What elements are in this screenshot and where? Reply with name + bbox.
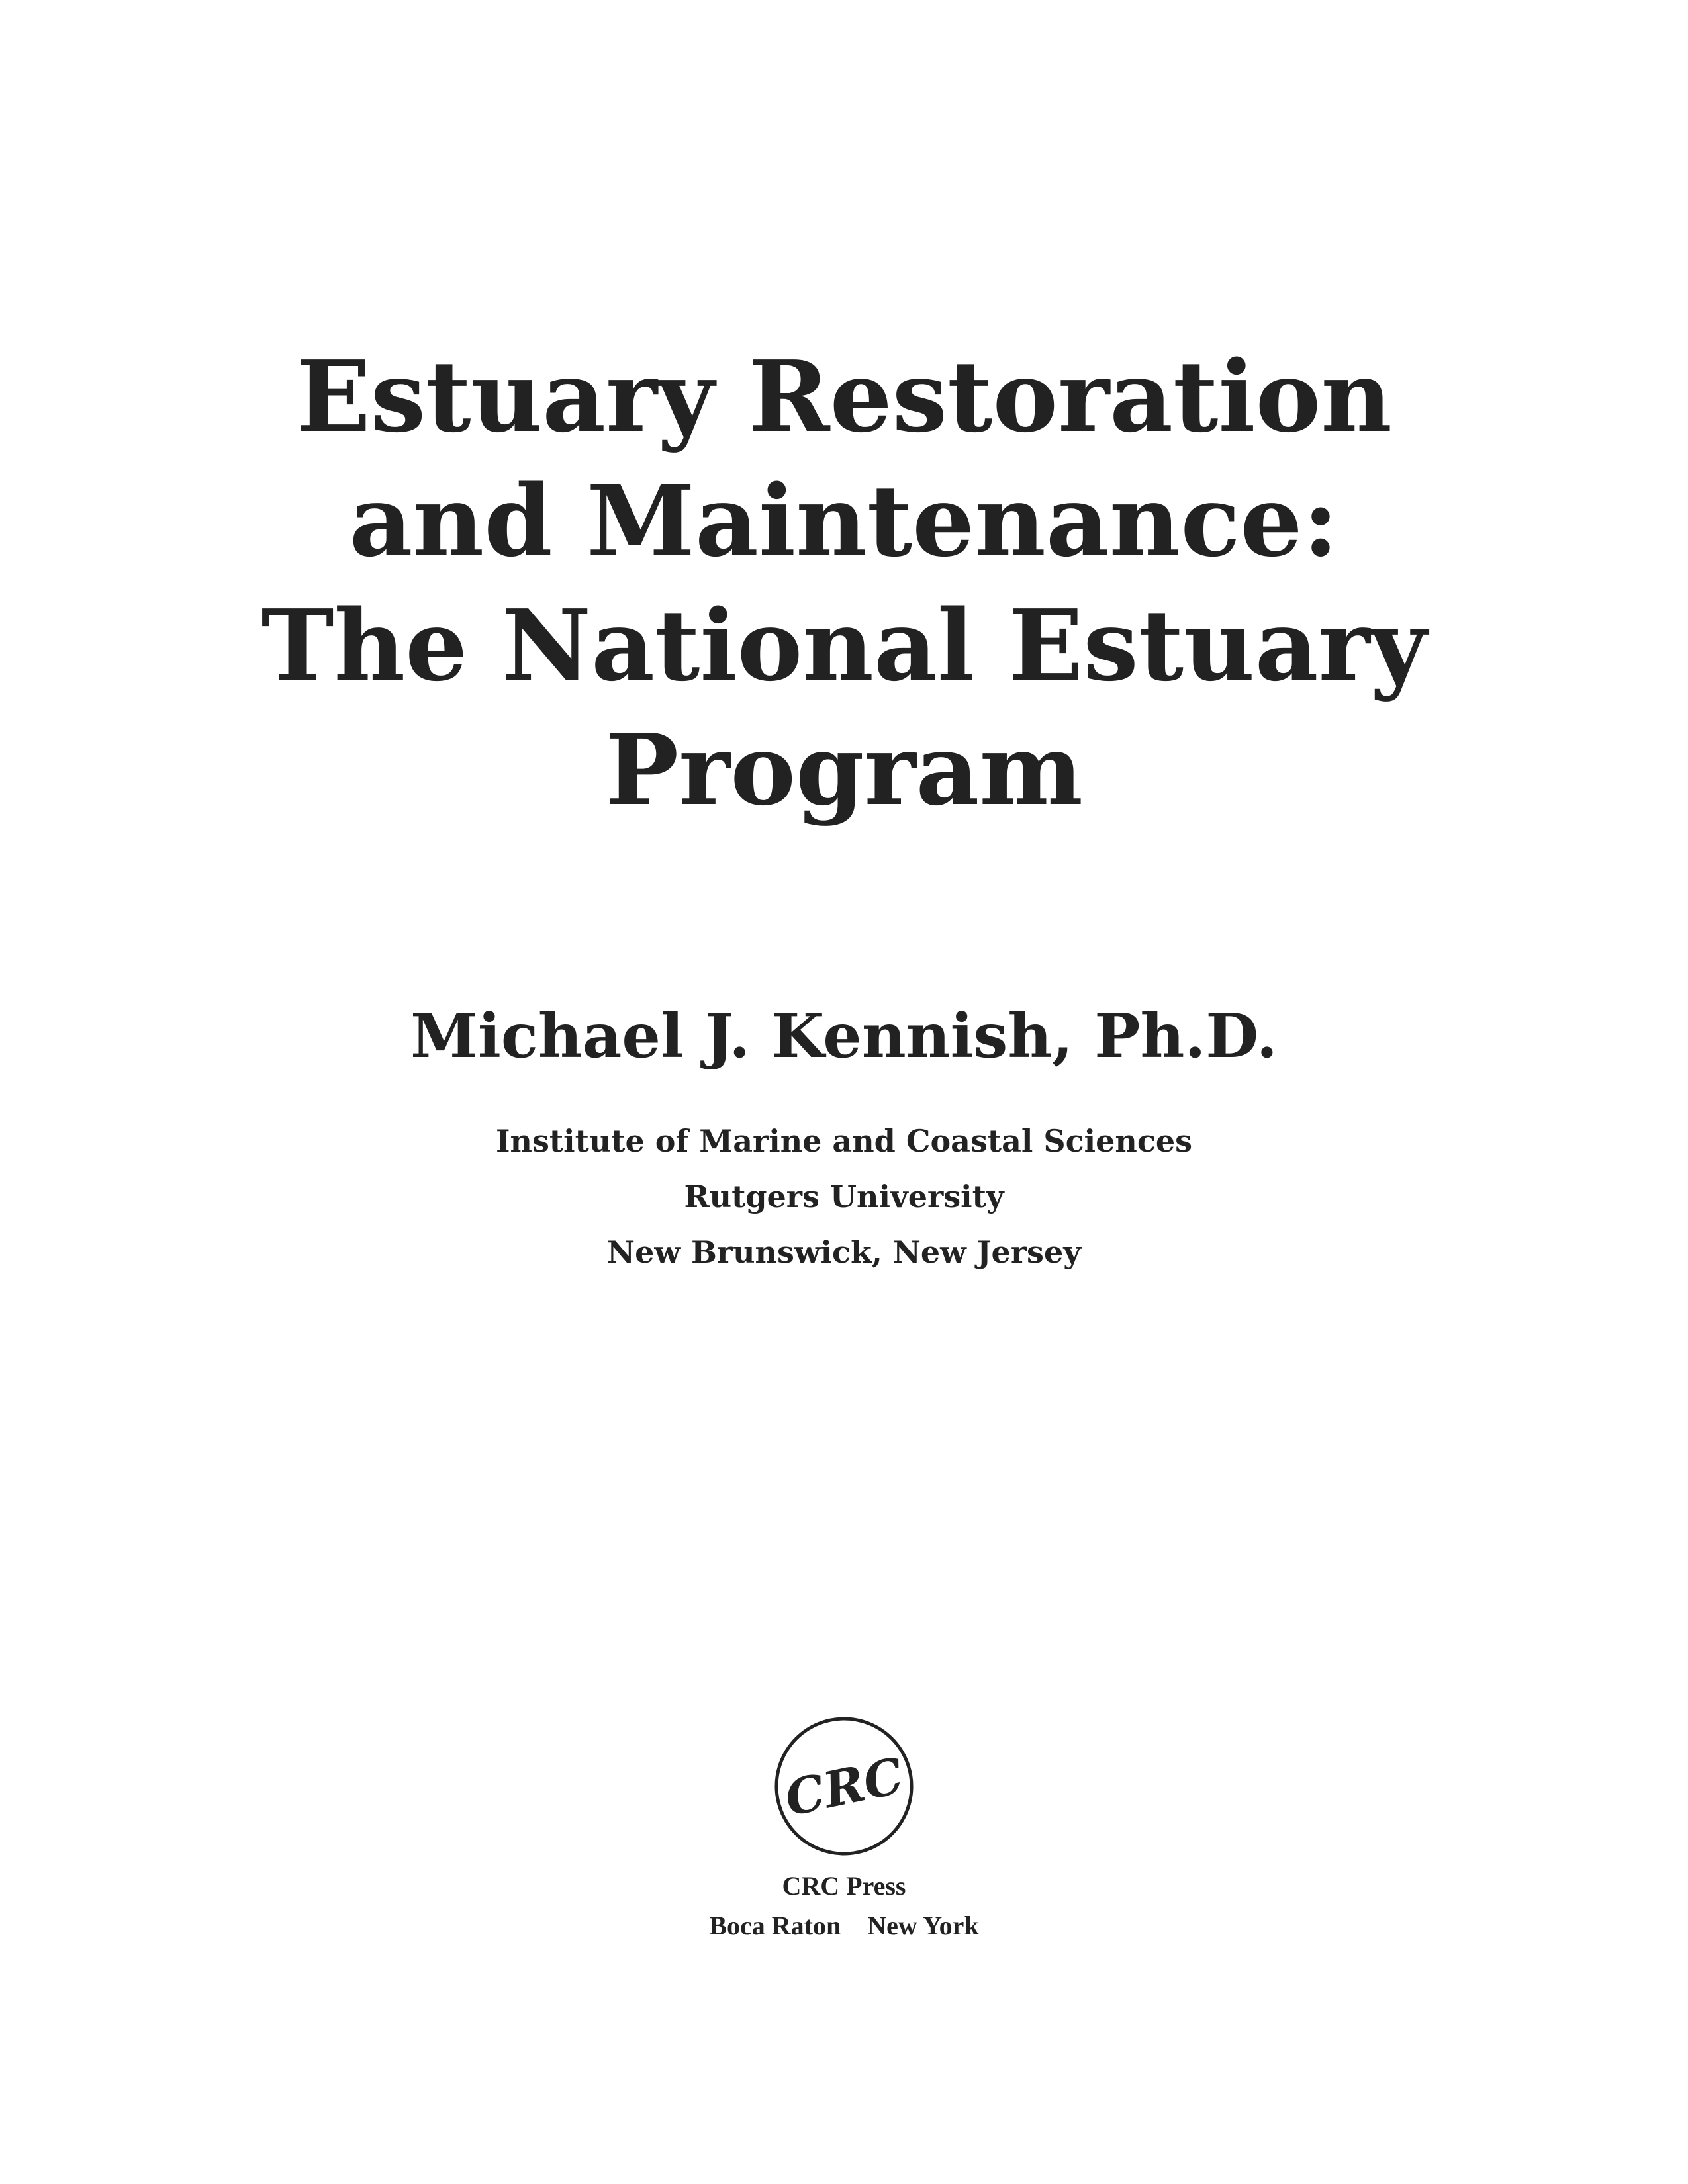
author-affiliation bbox=[0, 1113, 1688, 1280]
crc-logo bbox=[773, 1715, 915, 1857]
book-title-line-2: and Maintenance: bbox=[349, 463, 1339, 578]
publisher-cities bbox=[0, 1906, 1688, 1946]
book-title-line-3: The National Estuary bbox=[261, 588, 1427, 703]
book-title bbox=[0, 334, 1688, 832]
publisher-name: CRC Press bbox=[782, 1871, 906, 1901]
affiliation-location: New Brunswick, New Jersey bbox=[607, 1234, 1081, 1270]
affiliation-university: Rutgers University bbox=[684, 1179, 1004, 1214]
author-name: Michael J. Kennish, Ph.D. bbox=[410, 1000, 1278, 1071]
publisher-city-1: Boca Raton bbox=[709, 1911, 841, 1940]
publisher-block bbox=[0, 1866, 1688, 1946]
publisher-city-2: New York bbox=[867, 1911, 979, 1940]
affiliation-institute: Institute of Marine and Coastal Sciences bbox=[495, 1123, 1192, 1159]
book-title-line-4: Program bbox=[605, 712, 1083, 827]
book-title-line-1: Estuary Restoration bbox=[296, 339, 1392, 454]
crc-logo-icon bbox=[773, 1715, 915, 1857]
crc-logo-text: CRC bbox=[780, 1747, 909, 1828]
